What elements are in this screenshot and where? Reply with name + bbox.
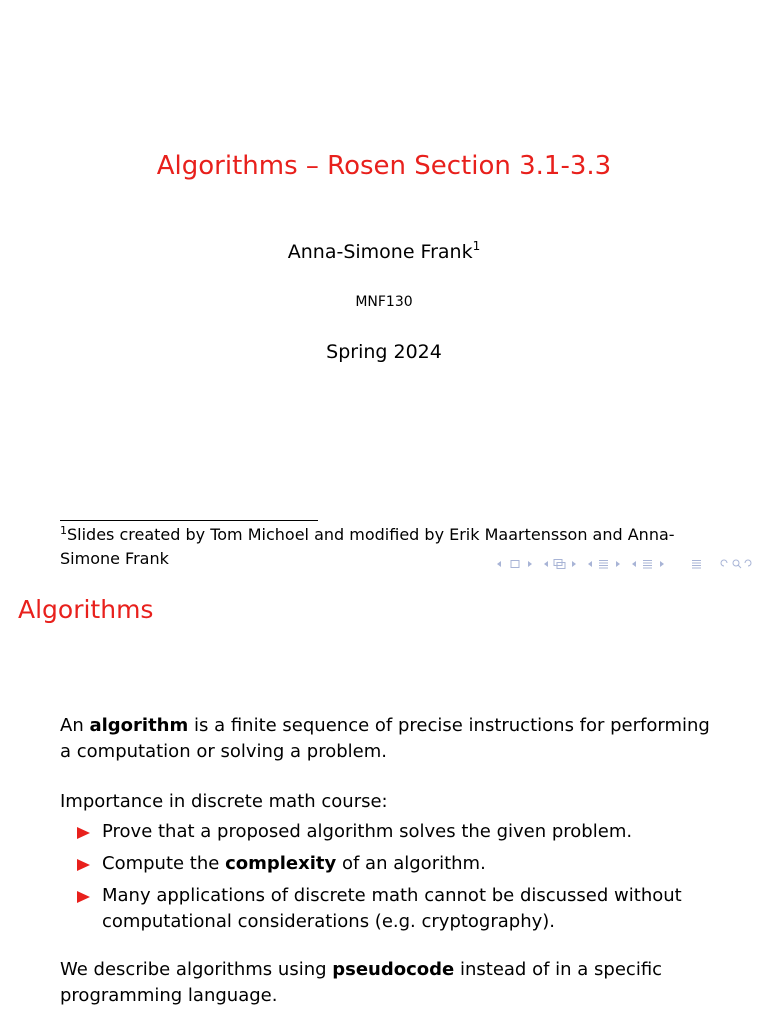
undo-icon[interactable]: [721, 560, 727, 566]
search-icon[interactable]: [733, 560, 741, 568]
presentation-title: Algorithms – Rosen Section 3.1-3.3: [156, 151, 612, 181]
importance-list: [60, 819, 720, 935]
nav-next-part-icon[interactable]: [660, 561, 664, 567]
bullet-triangle-icon: [77, 859, 90, 871]
frame-icon: [511, 561, 519, 568]
list-item-text: Many applications of discrete math cannot be discussed without computational considerations (e.g. cryptography).: [102, 885, 682, 932]
nav-prev-part-icon[interactable]: [632, 561, 636, 567]
bold-term: algorithm: [89, 715, 189, 736]
part-icon: [643, 561, 652, 569]
document-icon[interactable]: [692, 561, 701, 569]
nav-next-section-icon[interactable]: [616, 561, 620, 567]
subsection-icon: [554, 560, 565, 569]
nav-next-frame-icon[interactable]: [528, 561, 532, 567]
nav-prev-subsection-icon[interactable]: [544, 561, 548, 567]
list-item: [60, 819, 720, 845]
text-run: We describe algorithms using: [60, 959, 333, 980]
slide-body: [60, 713, 720, 1009]
list-item-text: Prove that a proposed algorithm solves the given problem.: [102, 821, 633, 842]
nav-next-subsection-icon[interactable]: [572, 561, 576, 567]
section-icon: [599, 561, 608, 569]
navigation-bar: [496, 557, 758, 571]
institute-label: MNF130: [355, 294, 413, 310]
bold-term: complexity: [225, 853, 337, 874]
redo-icon[interactable]: [745, 560, 751, 566]
list-item: [60, 851, 720, 877]
author-text: Anna-Simone Frank: [287, 241, 473, 263]
nav-prev-section-icon[interactable]: [588, 561, 592, 567]
footnote-text: Slides created by Tom Michoel and modified by Erik Maartensson and Anna-Simone Frank: [60, 525, 675, 568]
algorithm-definition: [60, 713, 720, 765]
navigation-symbols: [496, 557, 758, 571]
pseudocode-statement: [60, 957, 720, 1009]
list-item: [60, 883, 720, 935]
text-run: of an algorithm.: [336, 853, 486, 874]
bullet-triangle-icon: [77, 827, 90, 839]
importance-intro: Importance in discrete math course:: [60, 791, 388, 812]
footnote-mark: 1: [60, 524, 67, 537]
frame-title: Algorithms: [18, 595, 154, 624]
footnote-divider: [60, 520, 318, 521]
text-run: is a finite sequence of precise instructions for performing a computation or solving a problem.: [60, 715, 710, 762]
author-name: [0, 238, 768, 266]
text-run: An: [60, 715, 90, 736]
author-footnote-mark: 1: [472, 239, 481, 253]
nav-prev-frame-icon[interactable]: [497, 561, 501, 567]
text-run: Compute the: [102, 853, 226, 874]
bullet-triangle-icon: [77, 891, 90, 903]
bold-term: pseudocode: [332, 959, 455, 980]
text-run: instead of in a specific programming language.: [60, 959, 663, 1006]
content-slide: [0, 580, 768, 1024]
presentation-date: Spring 2024: [326, 341, 442, 363]
